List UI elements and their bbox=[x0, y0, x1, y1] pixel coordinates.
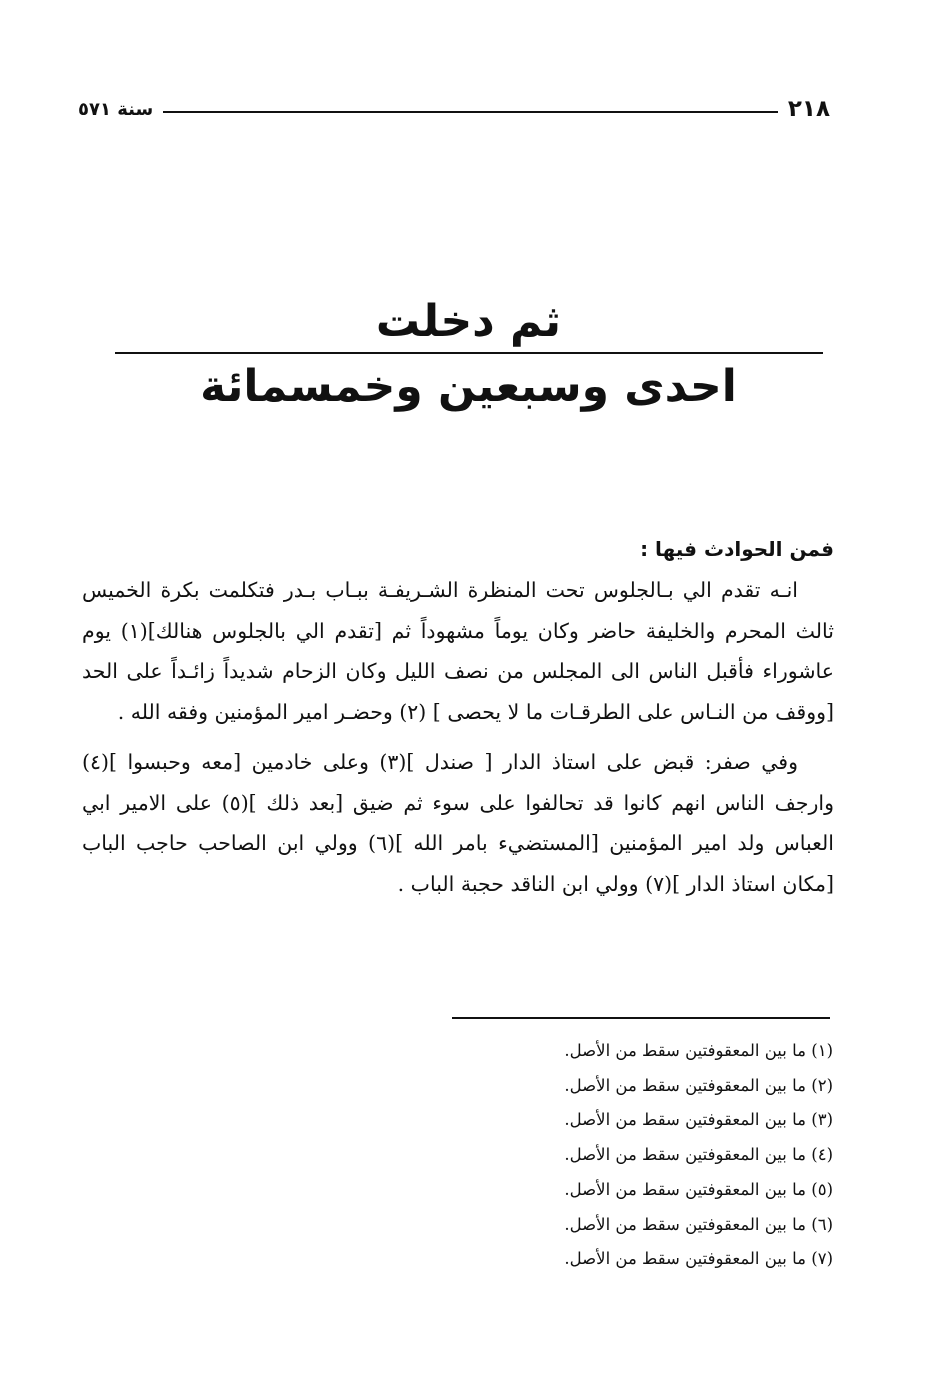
footnote-3: (٣) ما بين المعقوفتين سقط من الأصل. bbox=[564, 1110, 833, 1130]
paragraph-safar: وفي صفر: قبض على استاذ الدار [ صندل ](٣) وعلى خادمين [معه وحبسوا ](٤) وارجف الناس انهم كانوا قد تحالفوا على سوء ثم ضيق [بعد ذلك ](٥) على الامير ابي العباس ولد امير المؤمنين [المستضيء بامر الله ](٦) وولي ابن الصاحب حاجب الباب [مكان استاذ الدار ](٧) وولي ابن الناقد حجبة الباب . bbox=[82, 750, 834, 896]
paragraph-muharram: انـه تقدم الي بـالجلوس تحت المنظرة الشـريفـة ببـاب بـدر فتكلمت بكرة الخميس ثالث المحرم والخليفة حاضر وكان يوماً مشهوداً ثم [تقدم الي بالجلوس هنالك](١) يوم عاشوراء فأقبل الناس الى المجلس من نصف الليل وكان الزحام شديداً زائـداً على الحد [ووقف من النـاس على الطرقـات ما لا يحصى ] (٢) وحضـر امير المؤمنين وفقه الله . bbox=[82, 578, 834, 724]
header-year-label: سنة ٥٧١ bbox=[78, 98, 154, 120]
footnote-1: (١) ما بين المعقوفتين سقط من الأصل. bbox=[564, 1041, 833, 1060]
footnotes-list bbox=[413, 1034, 833, 1277]
footnote-separator bbox=[452, 1017, 830, 1019]
year-heading bbox=[0, 292, 937, 418]
header-rule bbox=[163, 111, 778, 113]
footnote-4: (٤) ما بين المعقوفتين سقط من الأصل. bbox=[564, 1145, 833, 1165]
footnote-6: (٦) ما بين المعقوفتين سقط من الأصل. bbox=[564, 1214, 833, 1234]
heading-line-1: ثم دخلت bbox=[375, 296, 562, 347]
footnote-7: (٧) ما بين المعقوفتين سقط من الأصل. bbox=[564, 1249, 833, 1269]
body-text bbox=[82, 528, 834, 904]
page-number: ٢١٨ bbox=[787, 96, 830, 122]
section-intro: فمن الحوادث فيها : bbox=[640, 537, 834, 561]
heading-rule bbox=[115, 352, 823, 354]
footnote-2: (٢) ما بين المعقوفتين سقط من الأصل. bbox=[564, 1075, 833, 1095]
running-header bbox=[78, 92, 830, 126]
heading-line-2: احدى وسبعين وخمسمائة bbox=[200, 361, 737, 412]
footnote-5: (٥) ما بين المعقوفتين سقط من الأصل. bbox=[564, 1179, 833, 1199]
